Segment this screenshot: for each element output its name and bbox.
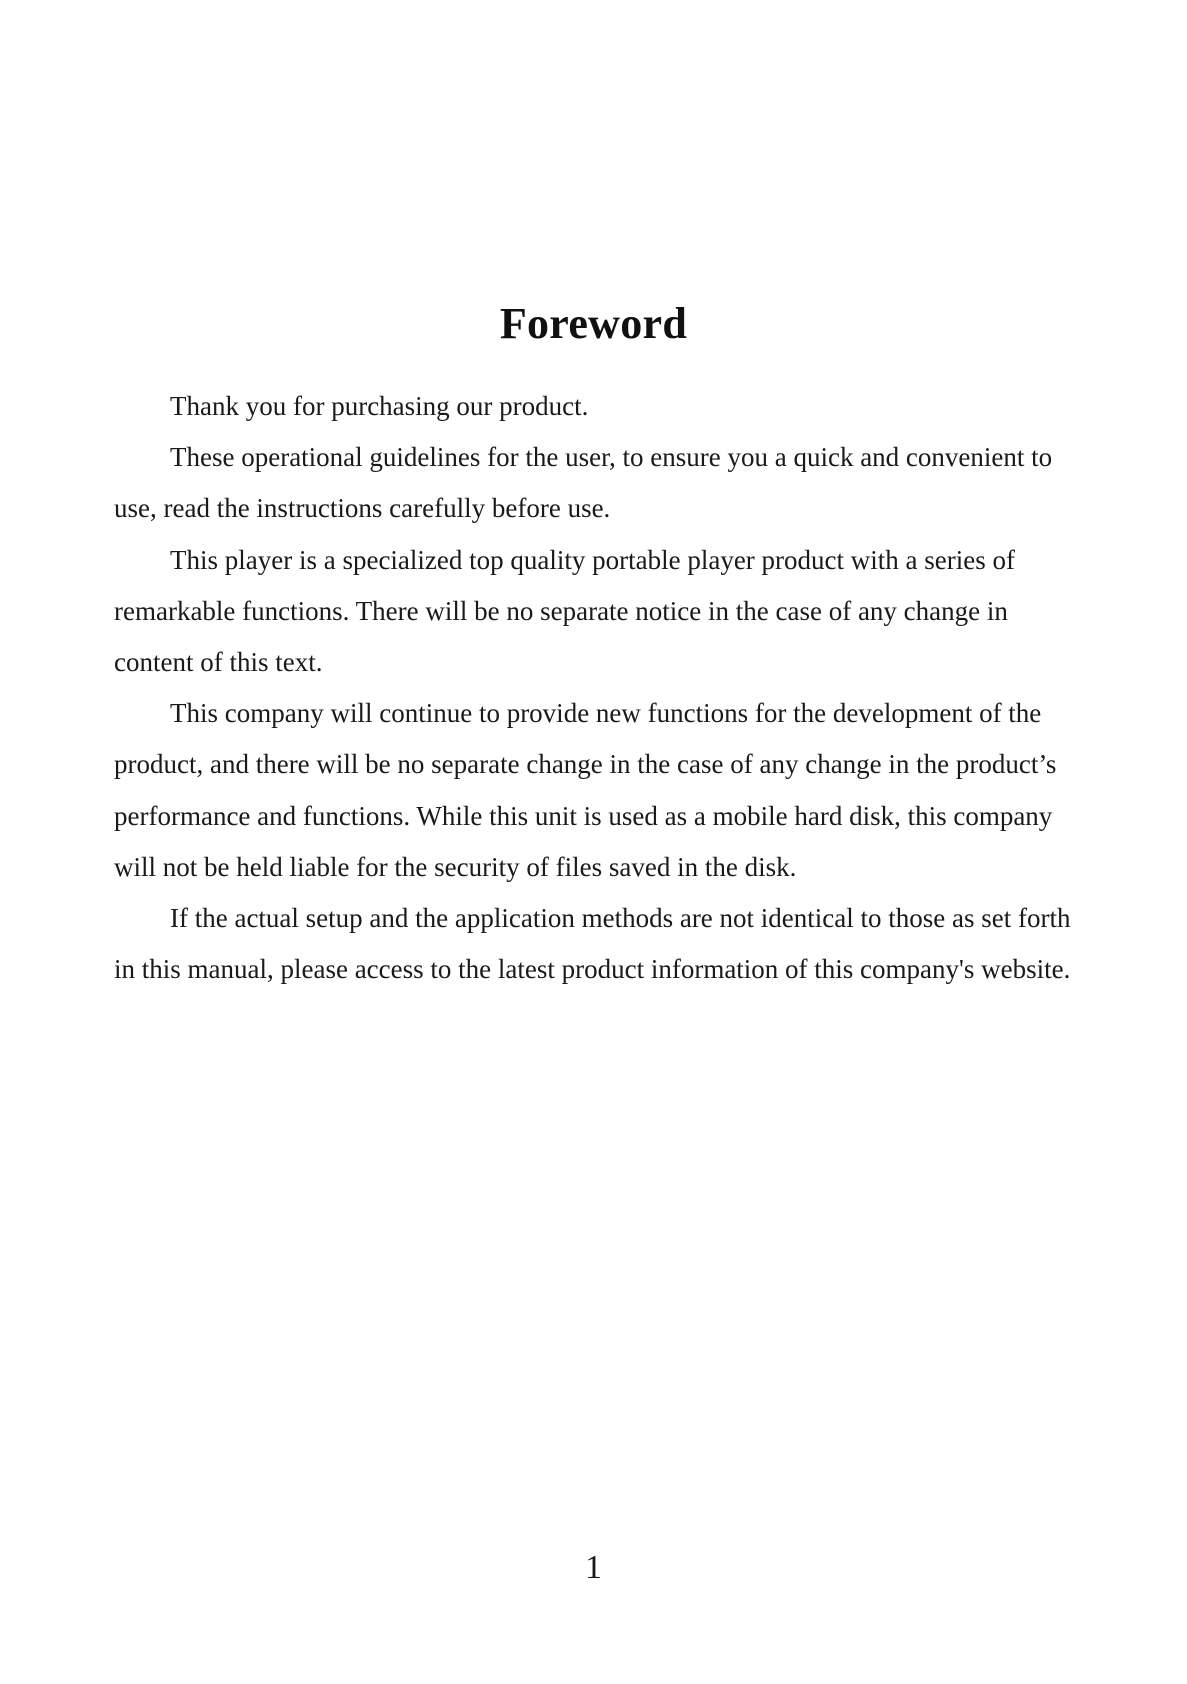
paragraph-liability: This company will continue to provide new functions for the development of the product, and there will be no separate change in the case of any change in the product’s performance and functions. While this unit is used as a mobile hard disk, this company will not be held liable for the security of files saved in the disk. xyxy=(114,698,1057,882)
paragraph-product-description: This player is a specialized top quality portable player product with a series of remarkable functions. There will be no separate notice in the case of any change in content of this text. xyxy=(114,544,1015,678)
page-number: 1 xyxy=(585,1549,602,1586)
paragraph-website-info: If the actual setup and the application methods are not identical to those as set forth in this manual, please access to the latest product information of this company's website. xyxy=(114,903,1071,985)
paragraph-thanks: Thank you for purchasing our product. xyxy=(170,391,589,421)
foreword-body xyxy=(114,381,1080,995)
paragraph-guidelines: These operational guidelines for the user, to ensure you a quick and convenient to use, read the instructions carefully before use. xyxy=(114,442,1053,524)
page-title: Foreword xyxy=(499,299,688,348)
